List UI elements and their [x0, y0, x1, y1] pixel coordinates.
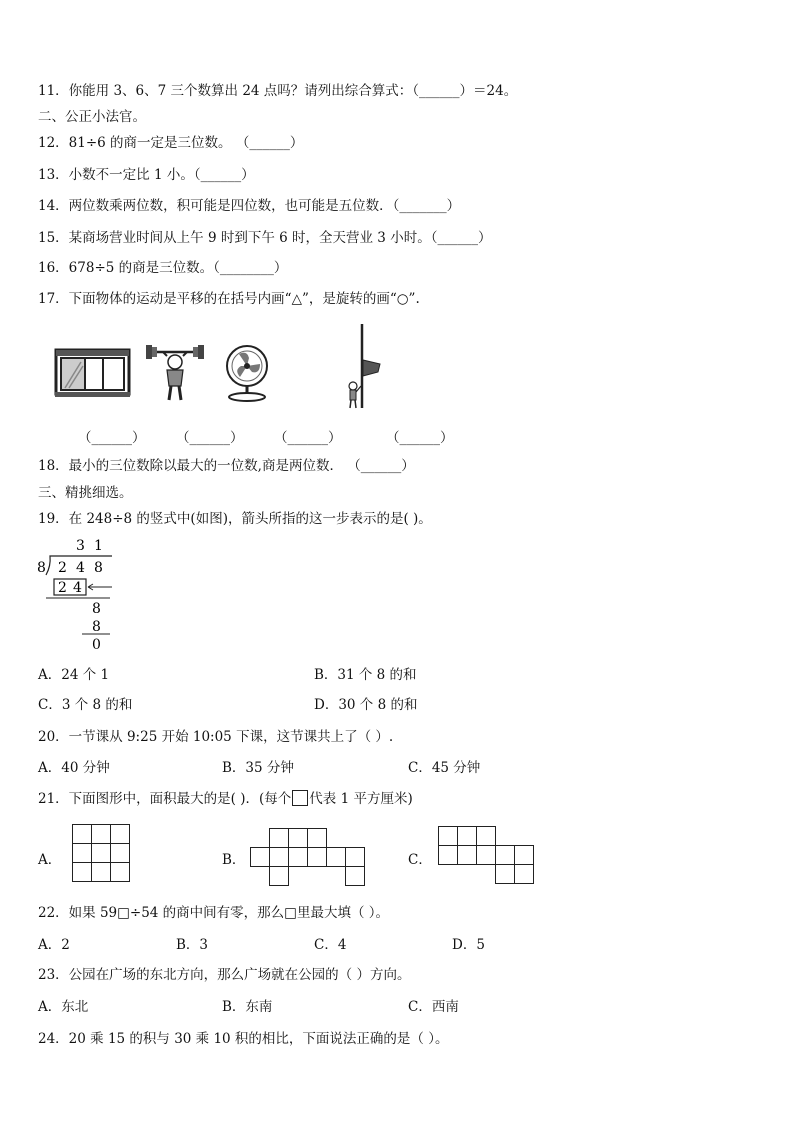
step2-digit: 8 — [92, 601, 101, 617]
q20-option-b[interactable]: B．35 分钟 — [222, 760, 294, 776]
q23-option-b[interactable]: B．东南 — [222, 999, 273, 1015]
q23-option-a[interactable]: A．东北 — [38, 999, 89, 1015]
quotient-digit-2: 1 — [94, 538, 103, 554]
question-18: 18．最小的三位数除以最大的一位数,商是两位数． （______） — [38, 458, 415, 474]
q21-option-c[interactable]: C． — [408, 852, 432, 868]
grid-shape-b — [250, 828, 366, 886]
question-19: 19．在 248÷8 的竖式中(如图)，箭头所指的这一步表示的是( )。 — [38, 511, 432, 527]
question-21 — [38, 790, 413, 808]
q23-option-c[interactable]: C．西南 — [408, 999, 459, 1015]
q19-option-d[interactable]: D．30 个 8 的和 — [314, 697, 418, 713]
dividend-digit-1: 2 — [58, 560, 67, 576]
section-3-heading: 三、精挑细选。 — [38, 485, 133, 501]
unit-square-icon — [292, 790, 308, 806]
question-13: 13．小数不一定比 1 小。（______） — [38, 167, 255, 183]
question-17: 17．下面物体的运动是平移的在括号内画“△”，是旋转的画“○”. — [38, 291, 420, 307]
section-2-heading: 二、公正小法官。 — [38, 109, 146, 125]
question-14: 14．两位数乘两位数，积可能是四位数，也可能是五位数．（_______） — [38, 198, 461, 214]
quotient-digit-1: 3 — [76, 538, 85, 554]
q22-option-a[interactable]: A．2 — [38, 937, 70, 953]
step1-digit-1: 2 — [58, 580, 67, 596]
question-21-text-a: 21．下面图形中，面积最大的是( )．(每个 — [38, 791, 292, 807]
question-12: 12．81÷6 的商一定是三位数。 （______） — [38, 135, 304, 151]
question-24: 24．20 乘 15 的积与 30 乘 10 积的相比，下面说法正确的是（ ）。 — [38, 1031, 449, 1047]
question-11: 11．你能用 3、6、7 三个数算出 24 点吗？请列出综合算式：（______）＝24。 — [38, 83, 518, 99]
q20-option-a[interactable]: A．40 分钟 — [38, 760, 110, 776]
q20-option-c[interactable]: C．45 分钟 — [408, 760, 481, 776]
grid-shape-c — [438, 826, 536, 886]
question-21-text-b: 代表 1 平方厘米) — [309, 791, 413, 807]
q21-option-a[interactable]: A． — [38, 852, 62, 868]
q22-option-b[interactable]: B．3 — [176, 937, 209, 953]
window-picture — [55, 348, 130, 398]
q22-option-c[interactable]: C．4 — [314, 937, 347, 953]
grid-shape-a — [72, 824, 130, 884]
dividend-digit-2: 4 — [76, 560, 85, 576]
step1-digit-2: 4 — [73, 580, 82, 596]
blank-window[interactable]: （______） — [78, 430, 146, 446]
electric-fan-picture — [222, 344, 272, 402]
q19-option-b[interactable]: B．31 个 8 的和 — [314, 667, 417, 683]
long-division-figure — [36, 536, 116, 654]
remainder-digit: 0 — [92, 637, 101, 653]
blank-weightlifter[interactable]: （______） — [176, 430, 244, 446]
question-23: 23．公园在广场的东北方向，那么广场就在公园的（ ）方向。 — [38, 967, 411, 983]
question-15: 15．某商场营业时间从上午 9 时到下午 6 时，全天营业 3 小时。（______） — [38, 230, 492, 246]
blank-fan[interactable]: （______） — [274, 430, 342, 446]
q19-option-c[interactable]: C．3 个 8 的和 — [38, 697, 133, 713]
q19-option-a[interactable]: A．24 个 1 — [38, 667, 110, 683]
flag-raising-picture — [340, 322, 385, 410]
weightlifter-picture — [145, 342, 205, 404]
question-16: 16．678÷5 的商是三位数。（________） — [38, 260, 288, 276]
dividend-digit-3: 8 — [94, 560, 103, 576]
divisor: 8 — [37, 560, 46, 576]
step3-digit: 8 — [92, 619, 101, 635]
q22-option-d[interactable]: D．5 — [452, 937, 485, 953]
q21-option-b[interactable]: B． — [222, 852, 246, 868]
question-22: 22．如果 59□÷54 的商中间有零，那么□里最大填（ ）。 — [38, 905, 389, 921]
question-20: 20．一节课从 9:25 开始 10:05 下课，这节课共上了（ ）. — [38, 729, 394, 745]
blank-flag[interactable]: （______） — [386, 430, 454, 446]
